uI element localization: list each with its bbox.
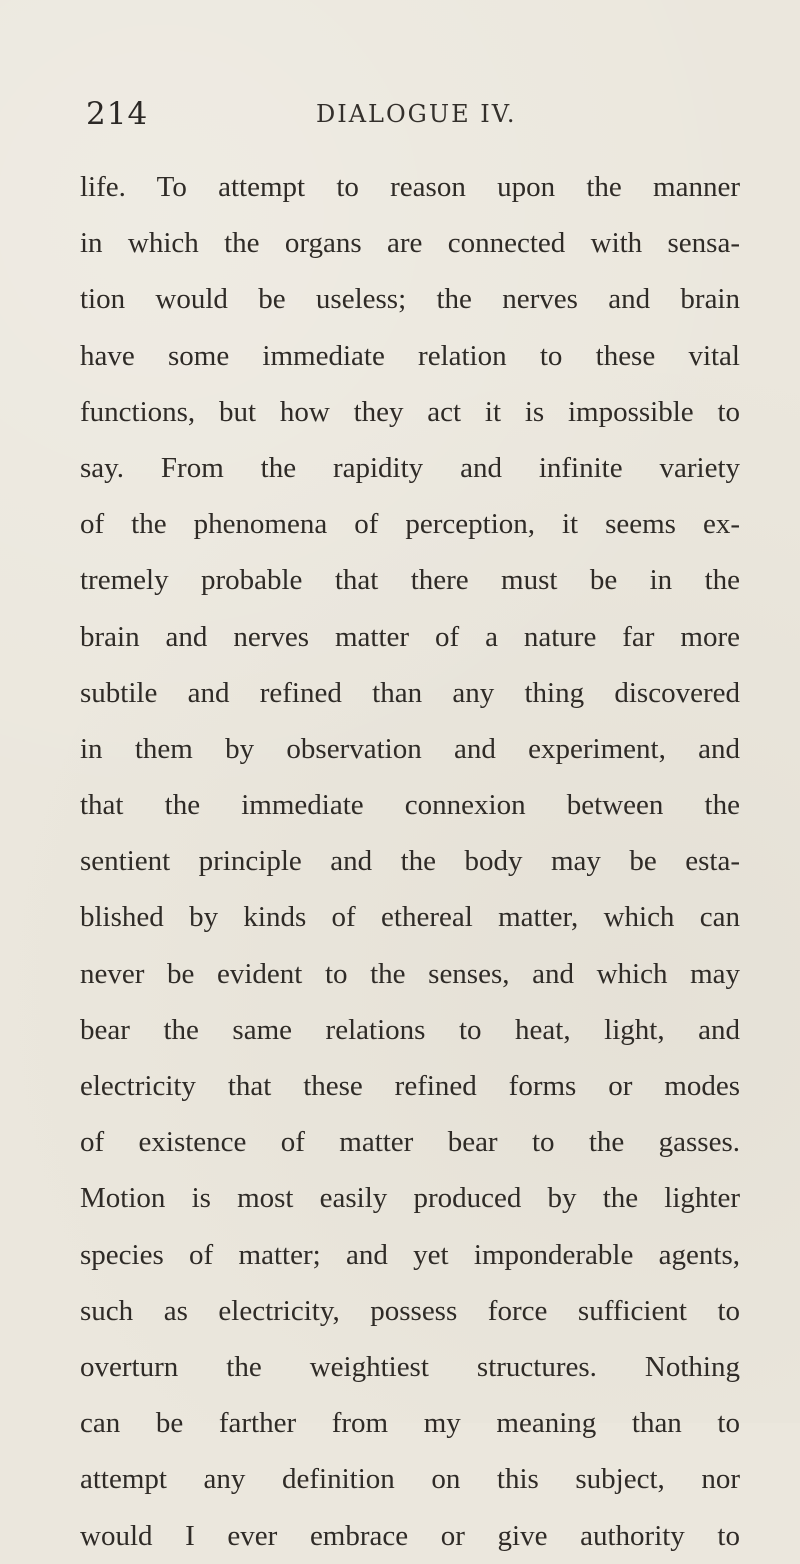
text-line: attempt any definition on this subject, nor [80, 1463, 740, 1496]
text-line: Motion is most easily produced by the lighter [80, 1182, 740, 1215]
text-line: life. To attempt to reason upon the manner [80, 171, 740, 203]
text-line: in them by observation and experiment, and [80, 732, 740, 765]
text-line: sentient principle and the body may be esta- [80, 845, 740, 878]
running-title: DIALOGUE IV. [316, 100, 517, 128]
text-line: that the immediate connexion between the [80, 789, 740, 822]
text-line: have some immediate relation to these vital [80, 339, 740, 372]
text-line: would I ever embrace or give authority to [80, 1519, 740, 1552]
text-line: in which the organs are connected with sensa- [80, 227, 740, 260]
text-line: tion would be useless; the nerves and brain [80, 283, 740, 316]
text-line: overturn the weightiest structures. Nothing [80, 1350, 740, 1383]
text-line: of existence of matter bear to the gasses. [80, 1126, 740, 1159]
text-line: electricity that these refined forms or modes [80, 1070, 740, 1102]
text-line: subtile and refined than any thing discovered [80, 676, 740, 709]
page-number: 214 [86, 96, 149, 132]
running-head [86, 96, 746, 136]
text-line: of the phenomena of perception, it seems ex- [80, 508, 740, 541]
text-line: blished by kinds of ethereal matter, which can [80, 901, 740, 934]
text-line: never be evident to the senses, and which may [80, 957, 740, 990]
text-line: tremely probable that there must be in the [80, 564, 740, 597]
text-line: bear the same relations to heat, light, and [80, 1013, 740, 1046]
text-line: brain and nerves matter of a nature far more [80, 620, 740, 653]
text-line: can be farther from my meaning than to [80, 1407, 740, 1440]
text-line: such as electricity, possess force sufficient to [80, 1294, 740, 1327]
text-line: species of matter; and yet imponderable agents, [80, 1238, 740, 1271]
text-line: say. From the rapidity and infinite variety [80, 451, 740, 484]
body-text [80, 159, 740, 1564]
text-line: functions, but how they act it is impossible to [80, 395, 740, 428]
